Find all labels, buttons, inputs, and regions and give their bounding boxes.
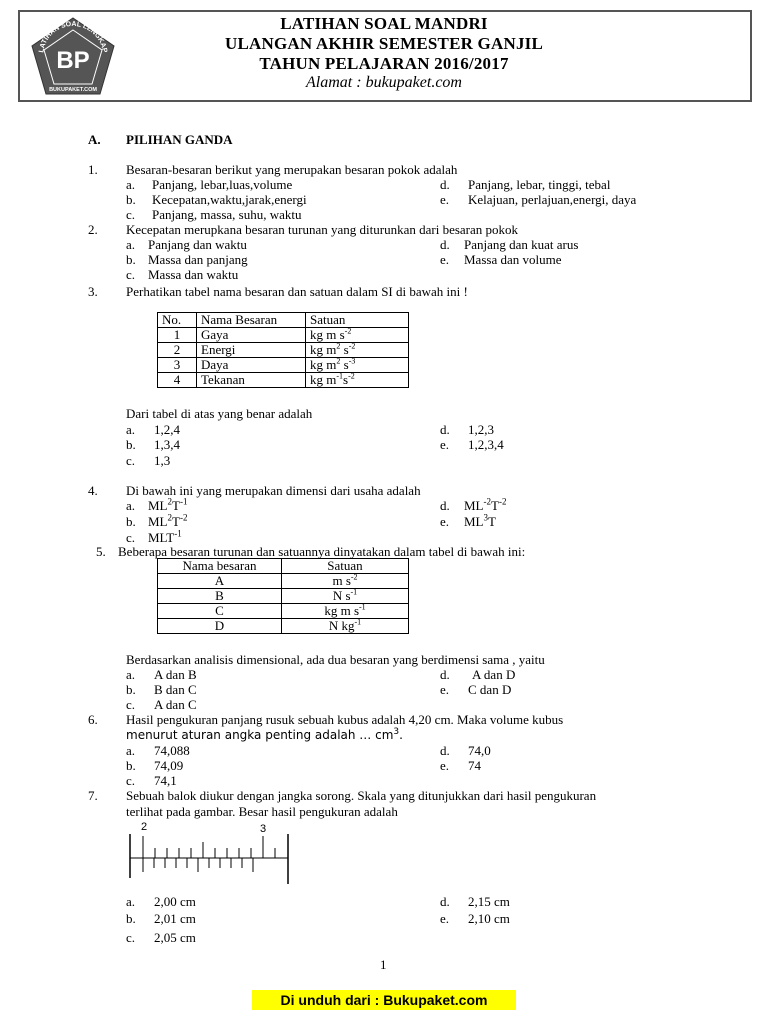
table-header-row	[158, 559, 409, 574]
section-title: PILIHAN GANDA	[126, 132, 233, 147]
vernier-caliper-scale	[124, 818, 296, 886]
q5-number: 5.	[96, 544, 106, 559]
q2-label-e: e.	[440, 252, 450, 267]
q1-label-d: d.	[440, 177, 450, 192]
q4-label-a: a.	[126, 498, 136, 513]
table-row	[158, 574, 409, 589]
row-unit: kg $m^{-1}s^{-2}$	[306, 373, 409, 388]
q2-option-d: Panjang dan kuat arus	[464, 237, 579, 252]
q4-label-e: e.	[440, 514, 450, 529]
row-name: C	[158, 604, 282, 619]
q7-label-e: e.	[440, 911, 450, 926]
logo-site: BUKUPAKET.COM	[49, 87, 97, 93]
q4-label-d: d.	[440, 498, 450, 513]
header-title-2: ULANGAN AKHIR SEMESTER GANJIL	[225, 34, 543, 53]
row-name: Tekanan	[197, 373, 306, 388]
header-title-1: LATIHAN SOAL MANDRI	[280, 14, 488, 33]
row-name: B	[158, 589, 282, 604]
q1-option-d: Panjang, lebar, tinggi, tebal	[468, 177, 611, 192]
q1-label-a: a.	[126, 177, 136, 192]
row-no: 2	[158, 343, 197, 358]
q5-label-c: c.	[126, 697, 136, 712]
row-unit: N $kg^{-1}$	[282, 619, 409, 634]
q5-option-a: A dan B	[154, 667, 197, 682]
q4-label-c: c.	[126, 530, 136, 545]
col-header-name: Nama besaran	[158, 559, 282, 574]
q4-label-b: b.	[126, 514, 136, 529]
q3-stem: Dari tabel di atas yang benar adalah	[126, 406, 313, 421]
q7-text: Sebuah balok diukur dengan jangka sorong. Skala yang ditunjukkan dari hasil pengukuran	[126, 788, 597, 803]
q3-option-d: 1,2,3	[468, 422, 494, 437]
q4-option-a: $ML^2T^{-1}$	[148, 496, 188, 513]
q2-option-c: Massa dan waktu	[148, 267, 239, 282]
table-row	[158, 328, 409, 343]
col-header-name: Nama Besaran	[197, 313, 306, 328]
q5-unit-table	[157, 558, 409, 634]
q3-label-a: a.	[126, 422, 136, 437]
q7-text-2: terlihat pada gambar. Besar hasil pengukuran adalah	[126, 804, 398, 819]
q1-label-c: c.	[126, 207, 136, 222]
q2-label-a: a.	[126, 237, 136, 252]
q7-label-b: b.	[126, 911, 136, 926]
page-number: 1	[380, 957, 387, 972]
q5-option-b: B dan C	[154, 682, 197, 697]
row-name: Energi	[197, 343, 306, 358]
col-header-unit: Satuan	[282, 559, 409, 574]
q5-label-b: b.	[126, 682, 136, 697]
q5-option-d: A dan D	[472, 667, 516, 682]
q6-option-c: 74,1	[154, 773, 177, 788]
q5-label-a: a.	[126, 667, 136, 682]
q3-option-c: 1,3	[154, 453, 171, 468]
q1-label-e: e.	[440, 192, 450, 207]
q2-text: Kecepatan merupkana besaran turunan yang diturunkan dari besaran pokok	[126, 222, 519, 237]
q5-label-d: d.	[440, 667, 450, 682]
row-unit: kg m $s^{-2}$	[306, 328, 409, 343]
q2-option-b: Massa dan panjang	[148, 252, 248, 267]
scale-label-2: 2	[140, 821, 148, 833]
q7-label-d: d.	[440, 894, 450, 909]
main-scale-ticks	[143, 836, 275, 858]
q2-option-a: Panjang dan waktu	[148, 237, 247, 252]
q3-label-b: b.	[126, 437, 136, 452]
q4-text: Di bawah ini yang merupakan dimensi dari usaha adalah	[126, 483, 421, 498]
table-row	[158, 619, 409, 634]
scale-label-3: 3	[259, 823, 267, 835]
q7-option-e: 2,10 cm	[468, 911, 510, 926]
q7-label-c: c.	[126, 930, 136, 945]
q7-option-c: 2,05 cm	[154, 930, 196, 945]
row-name: Gaya	[197, 328, 306, 343]
row-unit: kg m $s^{-1}$	[282, 604, 409, 619]
row-unit: N $s^{-1}$	[282, 589, 409, 604]
row-name: A	[158, 574, 282, 589]
header-address: Alamat : bukupaket.com	[306, 74, 462, 91]
q6-label-b: b.	[126, 758, 136, 773]
row-no: 4	[158, 373, 197, 388]
q2-label-b: b.	[126, 252, 136, 267]
q7-label-a: a.	[126, 894, 136, 909]
q1-option-c: Panjang, massa, suhu, waktu	[152, 207, 302, 222]
q2-label-c: c.	[126, 267, 136, 282]
row-no: 1	[158, 328, 197, 343]
q4-number: 4.	[88, 483, 98, 498]
q5-stem: Berdasarkan analisis dimensional, ada dua besaran yang berdimensi sama , yaitu	[126, 652, 545, 667]
q3-label-d: d.	[440, 422, 450, 437]
q3-option-b: 1,3,4	[154, 437, 180, 452]
q5-label-e: e.	[440, 682, 450, 697]
table-row	[158, 589, 409, 604]
row-unit: m $s^{-2}$	[282, 574, 409, 589]
logo-initials: BP	[56, 47, 90, 74]
q7-number: 7.	[88, 788, 98, 803]
q6-number: 6.	[88, 712, 98, 727]
q7-option-a: 2,00 cm	[154, 894, 196, 909]
col-header-unit: Satuan	[306, 313, 409, 328]
q3-number: 3.	[88, 284, 98, 299]
table-row	[158, 373, 409, 388]
q6-option-a: 74,088	[154, 743, 190, 758]
q6-option-e: 74	[468, 758, 481, 773]
q3-option-a: 1,2,4	[154, 422, 180, 437]
q4-option-e: $ML^3T$	[464, 512, 496, 529]
q2-option-e: Massa dan volume	[464, 252, 562, 267]
q3-text: Perhatikan tabel nama besaran dan satuan dalam SI di bawah ini !	[126, 284, 468, 299]
q6-option-b: 74,09	[154, 758, 184, 773]
table-row	[158, 604, 409, 619]
q2-label-d: d.	[440, 237, 450, 252]
q5-option-c: A dan C	[154, 697, 197, 712]
q4-option-d: $ML^{-2}T^{-2}$	[464, 496, 507, 513]
vernier-scale-ticks	[143, 858, 253, 872]
section-letter: A.	[88, 132, 101, 147]
q4-option-c: $MLT^{-1}$	[148, 528, 182, 545]
q2-number: 2.	[88, 222, 98, 237]
q7-option-d: 2,15 cm	[468, 894, 510, 909]
table-header-row	[158, 313, 409, 328]
col-header-no: No.	[158, 313, 197, 328]
row-unit: kg $m^2$ $s^{-2}$	[306, 343, 409, 358]
row-no: 3	[158, 358, 197, 373]
q6-text-2: menurut aturan angka penting adalah … $cm^3$.	[126, 727, 403, 742]
q6-label-a: a.	[126, 743, 136, 758]
q3-option-e: 1,2,3,4	[468, 437, 504, 452]
table-row	[158, 358, 409, 373]
q3-label-e: e.	[440, 437, 450, 452]
q6-label-e: e.	[440, 758, 450, 773]
row-name: D	[158, 619, 282, 634]
q5-text: Beberapa besaran turunan dan satuannya dinyatakan dalam tabel di bawah ini:	[118, 544, 526, 559]
q1-text: Besaran-besaran berikut yang merupakan besaran pokok adalah	[126, 162, 458, 177]
q6-text: Hasil pengukuran panjang rusuk sebuah kubus adalah 4,20 cm. Maka volume kubus	[126, 712, 564, 727]
q4-option-b: $ML^2T^{-2}$	[148, 512, 188, 529]
q6-option-d: 74,0	[468, 743, 491, 758]
q1-option-e: Kelajuan, perlajuan,energi, daya	[468, 192, 637, 207]
row-name: Daya	[197, 358, 306, 373]
logo-arc-text: LATIHAN SOAL LENGKAP	[38, 20, 108, 54]
q1-label-b: b.	[126, 192, 136, 207]
q3-label-c: c.	[126, 453, 136, 468]
q1-option-b: Kecepatan,waktu,jarak,energi	[152, 192, 307, 207]
q1-number: 1.	[88, 162, 98, 177]
header-title-3: TAHUN PELAJARAN 2016/2017	[259, 54, 509, 73]
q7-option-b: 2,01 cm	[154, 911, 196, 926]
q6-label-c: c.	[126, 773, 136, 788]
q6-label-d: d.	[440, 743, 450, 758]
q1-option-a: Panjang, lebar,luas,volume	[152, 177, 293, 192]
download-source-footer[interactable]: Di unduh dari : Bukupaket.com	[252, 990, 516, 1010]
q5-option-e: C dan D	[468, 682, 512, 697]
row-unit: kg $m^2$ $s^{-3}$	[306, 358, 409, 373]
table-row	[158, 343, 409, 358]
q3-si-table	[157, 312, 409, 388]
